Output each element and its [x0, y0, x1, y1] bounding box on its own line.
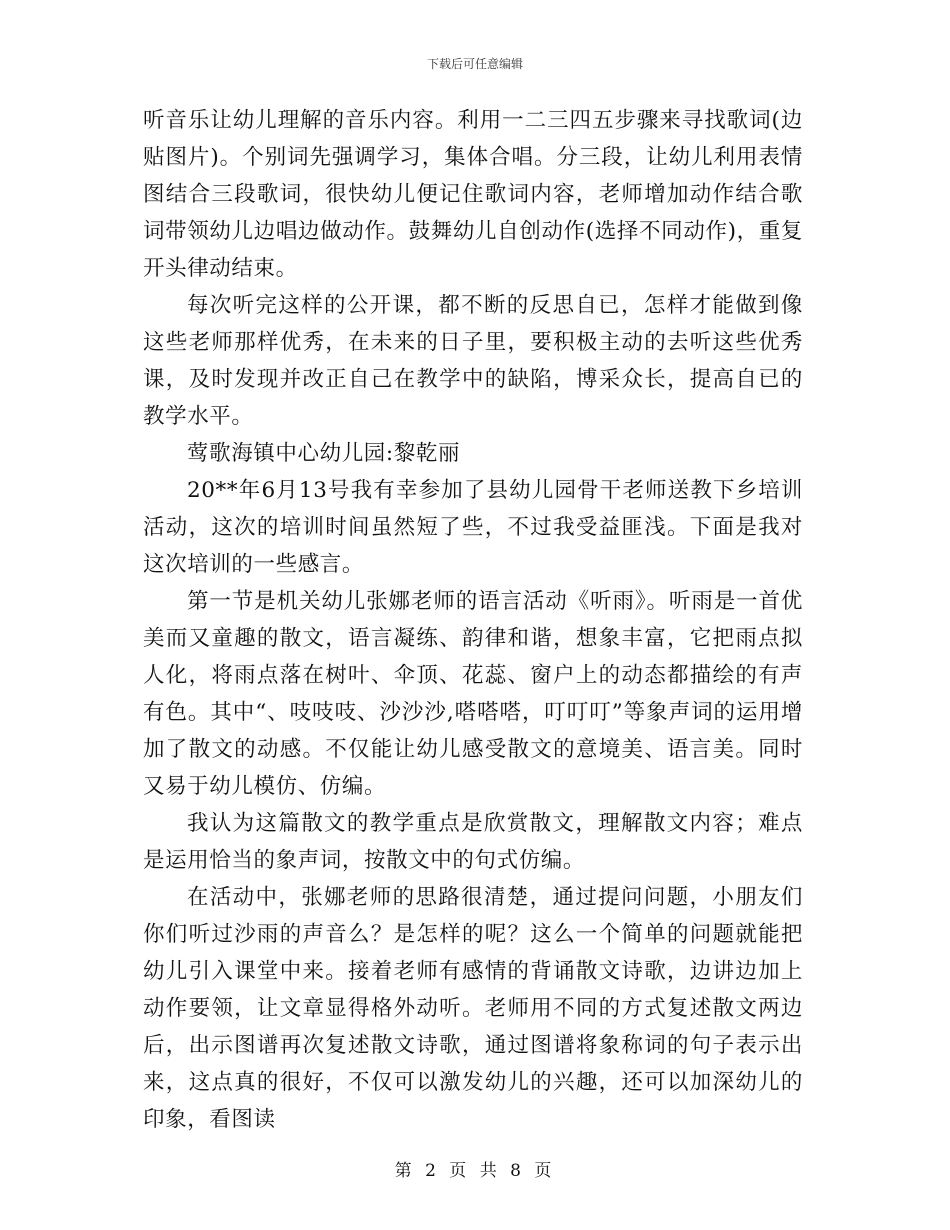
page-number-footer: 第 2 页 共 8 页	[394, 1161, 556, 1181]
paragraph-activity-description: 在活动中，张娜老师的思路很清楚，通过提问问题，小朋友们你们听过沙雨的声音么？是怎样的呢？这么一个简单的问题就能把幼儿引入课堂中来。接着老师有感情的背诵散文诗歌，边讲边加上动作要领，让文章显得格外动听。老师用不同的方式复述散文两边后，出示图谱再次复述散文诗歌，通过图谱将象称词的句子表示出来，这点真的很好，不仅可以激发幼儿的兴趣，还可以加深幼儿的印象，看图读	[143, 885, 803, 1132]
paragraph-training-intro: 20**年6月13号我有幸参加了县幼儿园骨干老师送教下乡培训活动，这次的培训时间虽然短了些，不过我受益匪浅。下面是我对这次培训的一些感言。	[143, 478, 803, 577]
document-body	[143, 102, 803, 1138]
paragraph-reflection: 每次听完这样的公开课，都不断的反思自已，怎样才能做到像这些老师那样优秀，在未来的日子里，要积极主动的去听这些优秀课，及时发现并改正自己在教学中的缺陷，博采众长，提高自已的教学水平。	[143, 293, 803, 429]
paragraph-music-lesson: 听音乐让幼儿理解的音乐内容。利用一二三四五步骤来寻找歌词(边贴图片)。个别词先强调学习，集体合唱。分三段，让幼儿利用表情图结合三段歌词，很快幼儿便记住歌词内容，老师增加动作结合歌词带领幼儿边唱边做动作。鼓舞幼儿自创动作(选择不同动作)，重复开头律动结束。	[143, 108, 803, 281]
page-header-note: 下载后可任意编辑	[426, 57, 523, 71]
paragraph-teaching-focus: 我认为这篇散文的教学重点是欣赏散文，理解散文内容；难点是运用恰当的象声词，按散文中的句式仿编。	[143, 811, 803, 873]
paragraph-author-line: 莺歌海镇中心幼儿园:黎乾丽	[187, 441, 461, 466]
paragraph-first-lesson: 第一节是机关幼儿张娜老师的语言活动《听雨》。听雨是一首优美而又童趣的散文，语言凝练、韵律和谐，想象丰富，它把雨点拟人化，将雨点落在树叶、伞顶、花蕊、窗户上的动态都描绘的有声有色。其中“、吱吱吱、沙沙沙,嗒嗒嗒，叮叮叮”等象声词的运用增加了散文的动感。不仅能让幼儿感受散文的意境美、语言美。同时又易于幼儿模仿、仿编。	[143, 589, 803, 799]
